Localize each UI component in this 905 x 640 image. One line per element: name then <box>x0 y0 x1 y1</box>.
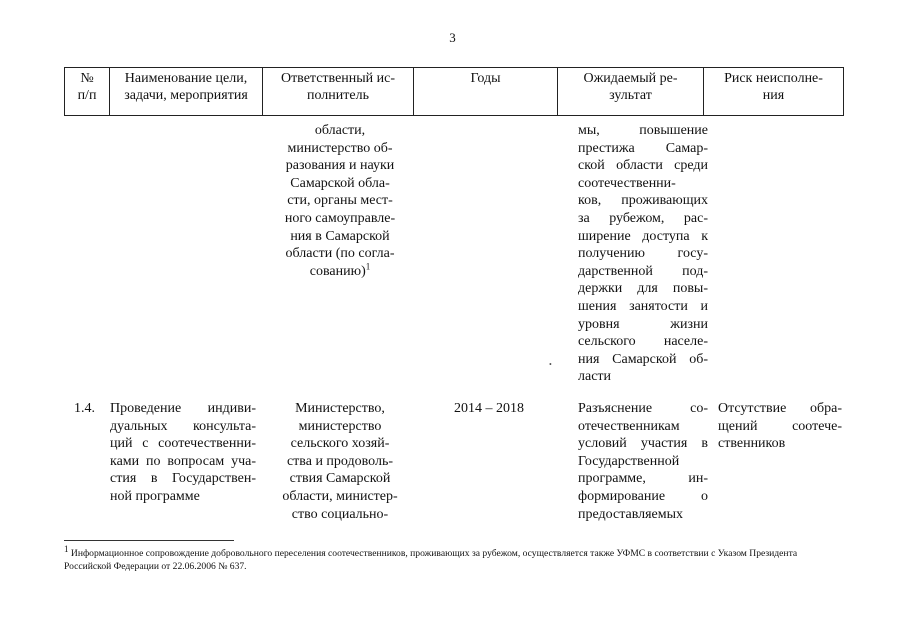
row-years: 2014 – 2018 <box>454 401 524 416</box>
text-line: ской области среди <box>578 158 708 174</box>
footnote-text: Информационное сопровождение добровольного переселения соотечественников, проживающих за рубежом, осуществляется также УФМС в соответствии с Указом Президента Российской Федерации от 22.06.2006 № 637. <box>64 548 798 572</box>
text-line: ками по вопросам уча- <box>110 453 256 469</box>
text-line: ствия Самарской <box>289 471 391 487</box>
text-line: условий участия в <box>578 436 708 452</box>
text-line: сельского хозяй- <box>290 436 390 452</box>
header-text: задачи, мероприятия <box>124 88 248 103</box>
header-risk <box>703 68 844 115</box>
header-text: Риск неисполне- <box>724 71 823 86</box>
text-line: стия в Государствен- <box>110 471 256 487</box>
text-line: Проведение индиви- <box>110 401 256 416</box>
text-line: дуальных консульта- <box>110 418 256 434</box>
page-number: 3 <box>449 30 456 45</box>
header-text: зультат <box>609 88 652 103</box>
text-line: дарственной под- <box>578 263 708 279</box>
text-line: сти, органы мест- <box>287 193 393 209</box>
header-text: Ожидаемый ре- <box>583 71 678 86</box>
header-text: полнитель <box>307 88 369 103</box>
text-line: щений соотече- <box>718 418 842 434</box>
continuation-executor <box>270 122 410 280</box>
text-line: получению госу- <box>578 246 708 262</box>
continuation-result <box>578 122 708 386</box>
row-executor <box>270 400 410 523</box>
row-number: 1.4. <box>74 401 95 416</box>
text-line: ного самоуправле- <box>284 210 396 226</box>
footnote-mark: 1 <box>64 543 69 554</box>
table-header <box>64 67 844 116</box>
text-line: Государственной <box>578 453 680 469</box>
header-text: Ответственный ис- <box>280 71 396 86</box>
text-line: министерство <box>298 418 382 434</box>
footnote-ref: 1 <box>365 261 371 272</box>
text-line: области, министер- <box>282 488 398 504</box>
row-result <box>578 400 708 523</box>
header-text: Наименование цели, <box>124 71 248 86</box>
text-line: ласти <box>578 369 612 385</box>
text-line: ства и продоволь- <box>286 453 394 469</box>
footnote <box>64 543 844 573</box>
text-line: программе, ин- <box>578 471 708 487</box>
header-text: № <box>80 71 94 86</box>
header-text: п/п <box>77 88 97 103</box>
text-line: ство социально- <box>291 506 389 522</box>
text-line: министерство об- <box>287 140 393 156</box>
row-name <box>110 400 256 506</box>
text-line: ций с соотечественни- <box>110 436 256 452</box>
text-line: ния Самарской об- <box>578 351 708 367</box>
text-line: ной программе <box>110 488 200 504</box>
text-line: ширение доступа к <box>578 228 708 244</box>
text-line: формирование о <box>578 488 708 504</box>
text-line: соотечественни- <box>578 175 676 191</box>
footnote-divider <box>64 540 234 541</box>
text-fragment: сованию) <box>309 263 366 279</box>
text-line: мы, повышение <box>578 123 708 138</box>
header-name <box>109 68 262 115</box>
header-executor <box>262 68 413 115</box>
text-line <box>270 263 410 281</box>
text-line: разования и науки <box>285 158 395 174</box>
text-line: отечественникам <box>578 418 680 434</box>
text-line: Самарской обла- <box>290 175 390 191</box>
text-line: области, <box>314 123 366 138</box>
text-line: Министерство, <box>295 401 385 416</box>
row-risk <box>718 400 842 453</box>
scan-speck: • <box>549 360 552 369</box>
text-line: Отсутствие обра- <box>718 401 842 416</box>
text-line: за рубежом, рас- <box>578 210 708 226</box>
header-years <box>413 68 557 115</box>
text-line: престижа Самар- <box>578 140 708 156</box>
header-result <box>557 68 703 115</box>
header-text: Годы <box>470 71 501 86</box>
text-line: ственников <box>718 436 786 452</box>
text-line: шения занятости и <box>578 298 708 314</box>
header-number <box>64 68 109 115</box>
header-text: ния <box>762 88 785 103</box>
text-line: сельского населе- <box>578 334 708 350</box>
text-line: области (по согла- <box>285 246 395 262</box>
text-line: предоставляемых <box>578 506 684 522</box>
text-line: Разъяснение со- <box>578 401 708 416</box>
text-line: ков, проживающих <box>578 193 708 209</box>
text-line: ния в Самарской <box>290 228 390 244</box>
text-line: держки для повы- <box>578 281 708 297</box>
text-line: уровня жизни <box>578 316 708 332</box>
